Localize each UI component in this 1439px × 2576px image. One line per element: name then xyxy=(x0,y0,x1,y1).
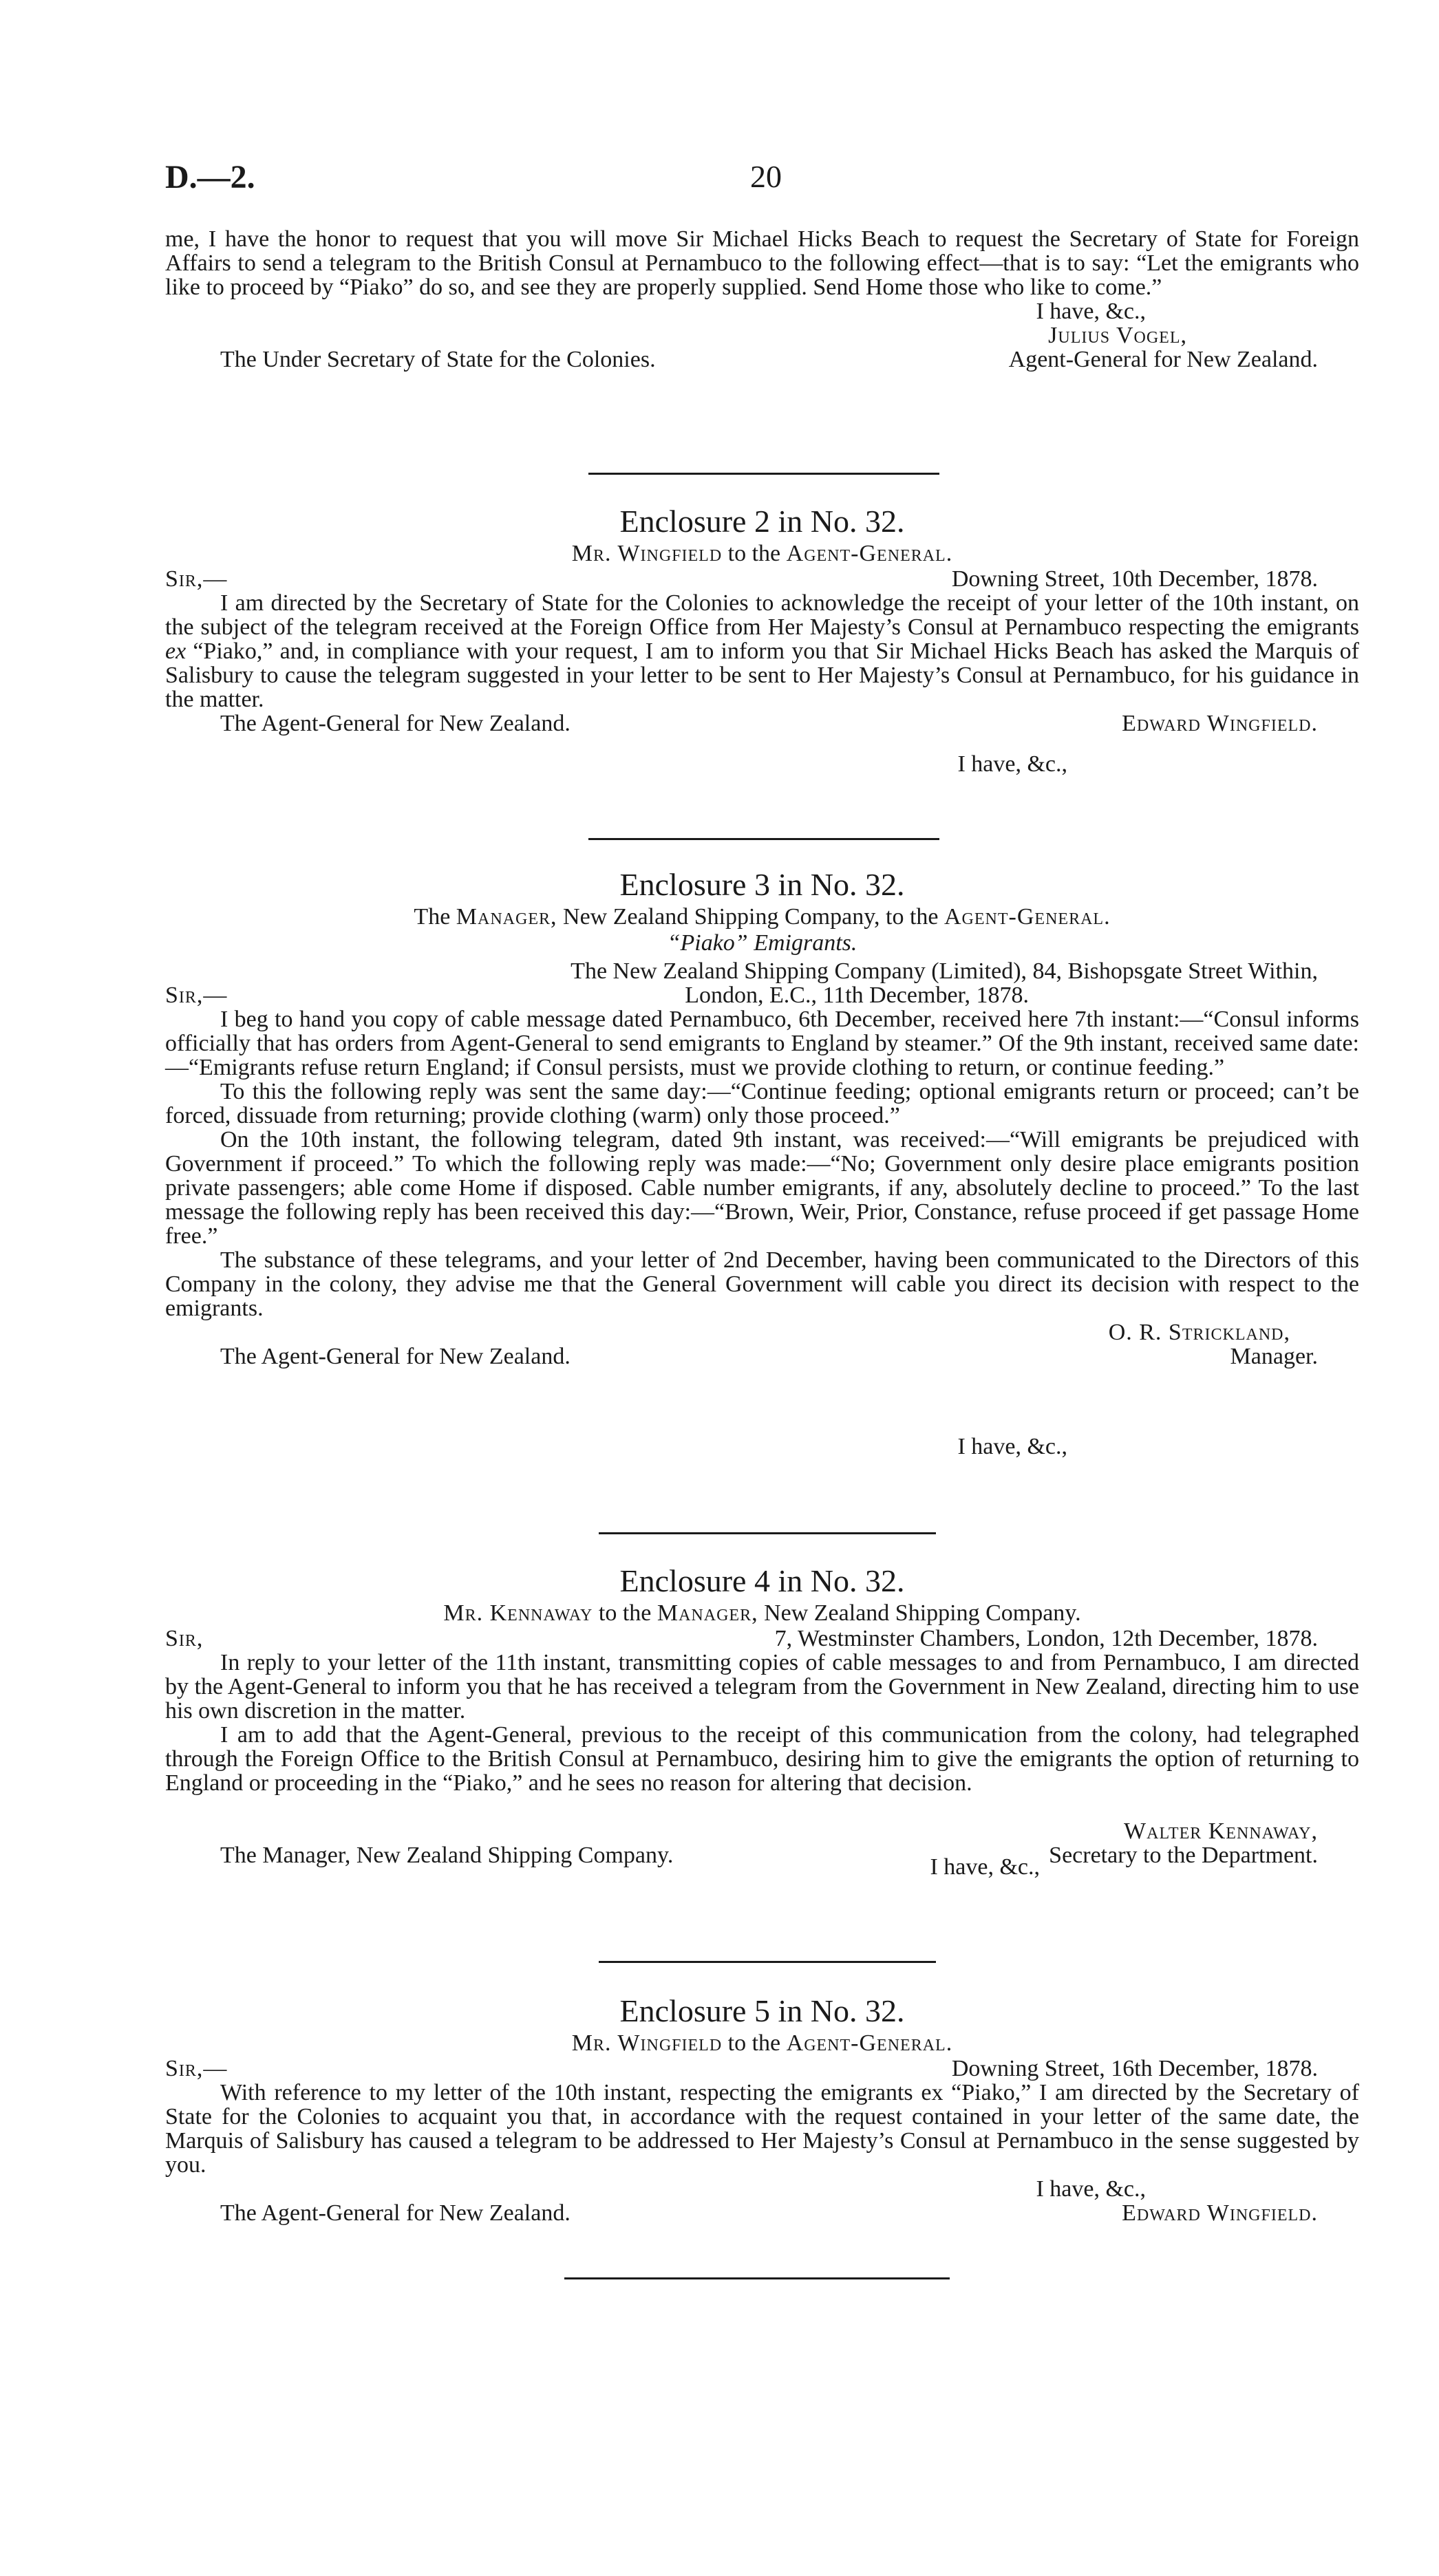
salutation: Sir, xyxy=(165,1626,204,1651)
sign-line xyxy=(165,711,1359,736)
enclosure-2 xyxy=(165,502,1359,736)
enclosure-subtitle: Mr. Wingfield to the Agent-General. xyxy=(571,2030,953,2056)
intro-paragraph: me, I have the honor to request that you will move Sir Michael Hicks Beach to request the Secretary of State for Foreign Affairs to send a telegram to the British Consul at Pernambuco to the following effect—that is to say: “Let the emigrants who like to proceed by “Piako” do so, and see they are properly supplied. Send Home those who like to come.” xyxy=(165,226,1359,300)
salutation: Sir,— xyxy=(165,566,228,592)
enclosure-title: Enclosure 3 in No. 32. xyxy=(619,867,905,902)
enclosure-subtitle: Mr. Kennaway to the Manager, New Zealand Shipping Company. xyxy=(443,1600,1081,1626)
sign-line xyxy=(165,1344,1359,1368)
divider xyxy=(588,838,939,840)
letter-paragraph: I beg to hand you copy of cable message dated Pernambuco, 6th December, received here 7th instant:—“Consul informs officially that has orders from Agent-General to send emigrants to England by steamer.” Of the 9th instant, received same date:—“Emigrants refuse return England; if Consul persists, must we provide clothing to return, or continue feeding.” xyxy=(165,1007,1359,1080)
intro-signer-title: Agent-General for New Zealand. xyxy=(1008,347,1318,372)
addressee: The Manager, New Zealand Shipping Company. xyxy=(220,1843,674,1868)
salutation: Sir,— xyxy=(165,983,228,1008)
divider xyxy=(564,2277,950,2279)
divider xyxy=(599,1532,936,1534)
signer-title: Manager. xyxy=(1230,1344,1318,1369)
closing: I have, &c., xyxy=(1036,2176,1146,2202)
enclosure-subtitle: Mr. Wingfield to the Agent-General. xyxy=(571,541,953,566)
letter-paragraph: I am directed by the Secretary of State for the Colonies to acknowledge the receipt of your letter of the 10th instant, on the subject of the telegram received at the Foreign Office from Her Majesty’s Consul at Pernambuco respecting the emigrants ex “Piako,” and, in compliance with your request, I am to inform you that Sir Michael Hicks Beach has asked the Marquis of Salisbury to cause the telegram suggested in your letter to be sent to Her Majesty’s Consul at Pernambuco, for his guidance in the matter. xyxy=(165,590,1359,712)
letter-paragraph: The substance of these telegrams, and your letter of 2nd December, having been communicated to the Directors of this Company in the colony, they advise me that the General Government will cable you direct its decision with respect to the emigrants. xyxy=(165,1247,1359,1321)
salutation-line xyxy=(165,1627,1359,1651)
enc4-closing: I have, &c., xyxy=(930,1854,1040,1880)
place-date: Downing Street, 16th December, 1878. xyxy=(951,2056,1318,2081)
enclosure-title: Enclosure 2 in No. 32. xyxy=(619,504,905,539)
salutation-line xyxy=(165,2057,1359,2081)
enclosure-subheading: “Piako” Emigrants. xyxy=(667,930,857,956)
sign-line xyxy=(165,1843,1359,1867)
intro-signature: Julius Vogel, xyxy=(1048,323,1187,348)
addressee: The Agent-General for New Zealand. xyxy=(220,711,571,736)
address-date: London, E.C., 11th December, 1878. xyxy=(685,983,1029,1008)
addressee: The Agent-General for New Zealand. xyxy=(220,1344,571,1369)
intro-letter xyxy=(165,227,1359,372)
signature: Edward Wingfield. xyxy=(1122,2200,1318,2226)
page-number: 20 xyxy=(750,159,782,194)
intro-sign-line xyxy=(165,347,1359,372)
signature: O. R. Strickland, xyxy=(1108,1320,1290,1345)
enclosure-3 xyxy=(165,866,1359,1368)
enc2-closing: I have, &c., xyxy=(957,751,1067,777)
salutation-line xyxy=(165,567,1359,591)
intro-closing: I have, &c., xyxy=(1036,299,1146,324)
enclosure-title: Enclosure 5 in No. 32. xyxy=(619,1993,905,2028)
signature: Edward Wingfield. xyxy=(1122,711,1318,736)
enclosure-4 xyxy=(165,1562,1359,1867)
sign-line xyxy=(165,2201,1359,2225)
company-address: The New Zealand Shipping Company (Limited), 84, Bishopsgate Street Within, xyxy=(571,958,1318,984)
place-date: Downing Street, 10th December, 1878. xyxy=(951,566,1318,592)
divider xyxy=(599,1961,936,1963)
enclosure-title: Enclosure 4 in No. 32. xyxy=(619,1563,905,1598)
addressee: The Agent-General for New Zealand. xyxy=(220,2200,571,2226)
signature: Walter Kennaway, xyxy=(1124,1818,1318,1844)
enc3-closing: I have, &c., xyxy=(957,1434,1067,1459)
letter-paragraph: In reply to your letter of the 11th instant, transmitting copies of cable messages to and from Pernambuco, I am directed by the Agent-General to inform you that he has received a telegram from the Government in New Zealand, directing him to use his own discretion in the matter. xyxy=(165,1650,1359,1724)
letter-paragraph: With reference to my letter of the 10th instant, respecting the emigrants ex “Piako,” I am directed by the Secretary of State for the Colonies to acquaint you that, in accordance with the request contained in your letter of the same date, the Marquis of Salisbury has caused a telegram to be addressed to Her Majesty’s Consul at Pernambuco in the sense suggested by you. xyxy=(165,2080,1359,2178)
enclosure-5 xyxy=(165,1992,1359,2225)
place-date: 7, Westminster Chambers, London, 12th December, 1878. xyxy=(774,1626,1318,1651)
letter-paragraph: To this the following reply was sent the same day:—“Continue feeding; optional emigrants return or proceed; can’t be forced, dissuade from returning; provide clothing (warm) only those proceed.” xyxy=(165,1079,1359,1128)
enclosure-subtitle: The Manager, New Zealand Shipping Company, to the Agent-General. xyxy=(414,904,1111,930)
letter-paragraph: I am to add that the Agent-General, previous to the receipt of this communication from the colony, had telegraphed through the Foreign Office to the British Consul at Pernambuco, desiring him to give the emigrants the option of returning to England or proceeding in the “Piako,” and he sees no reason for altering that decision. xyxy=(165,1722,1359,1796)
divider xyxy=(588,473,939,475)
signer-title: Secretary to the Department. xyxy=(1049,1843,1318,1868)
letter-paragraph: On the 10th instant, the following telegram, dated 9th instant, was received:—“Will emigrants be prejudiced with Government if proceed.” To which the following reply was made:—“No; Government only desire place emigrants position private passengers; able come Home if disposed. Cable number emigrants, if any, absolutely decline to proceed.” To the last message the following reply has been received this day:—“Brown, Weir, Prior, Constance, refuse proceed if get passage Home free.” xyxy=(165,1127,1359,1249)
intro-addressee: The Under Secretary of State for the Colonies. xyxy=(220,347,656,372)
salutation: Sir,— xyxy=(165,2056,228,2081)
salutation-line xyxy=(165,983,1359,1007)
document-code: D.—2. xyxy=(165,159,255,195)
